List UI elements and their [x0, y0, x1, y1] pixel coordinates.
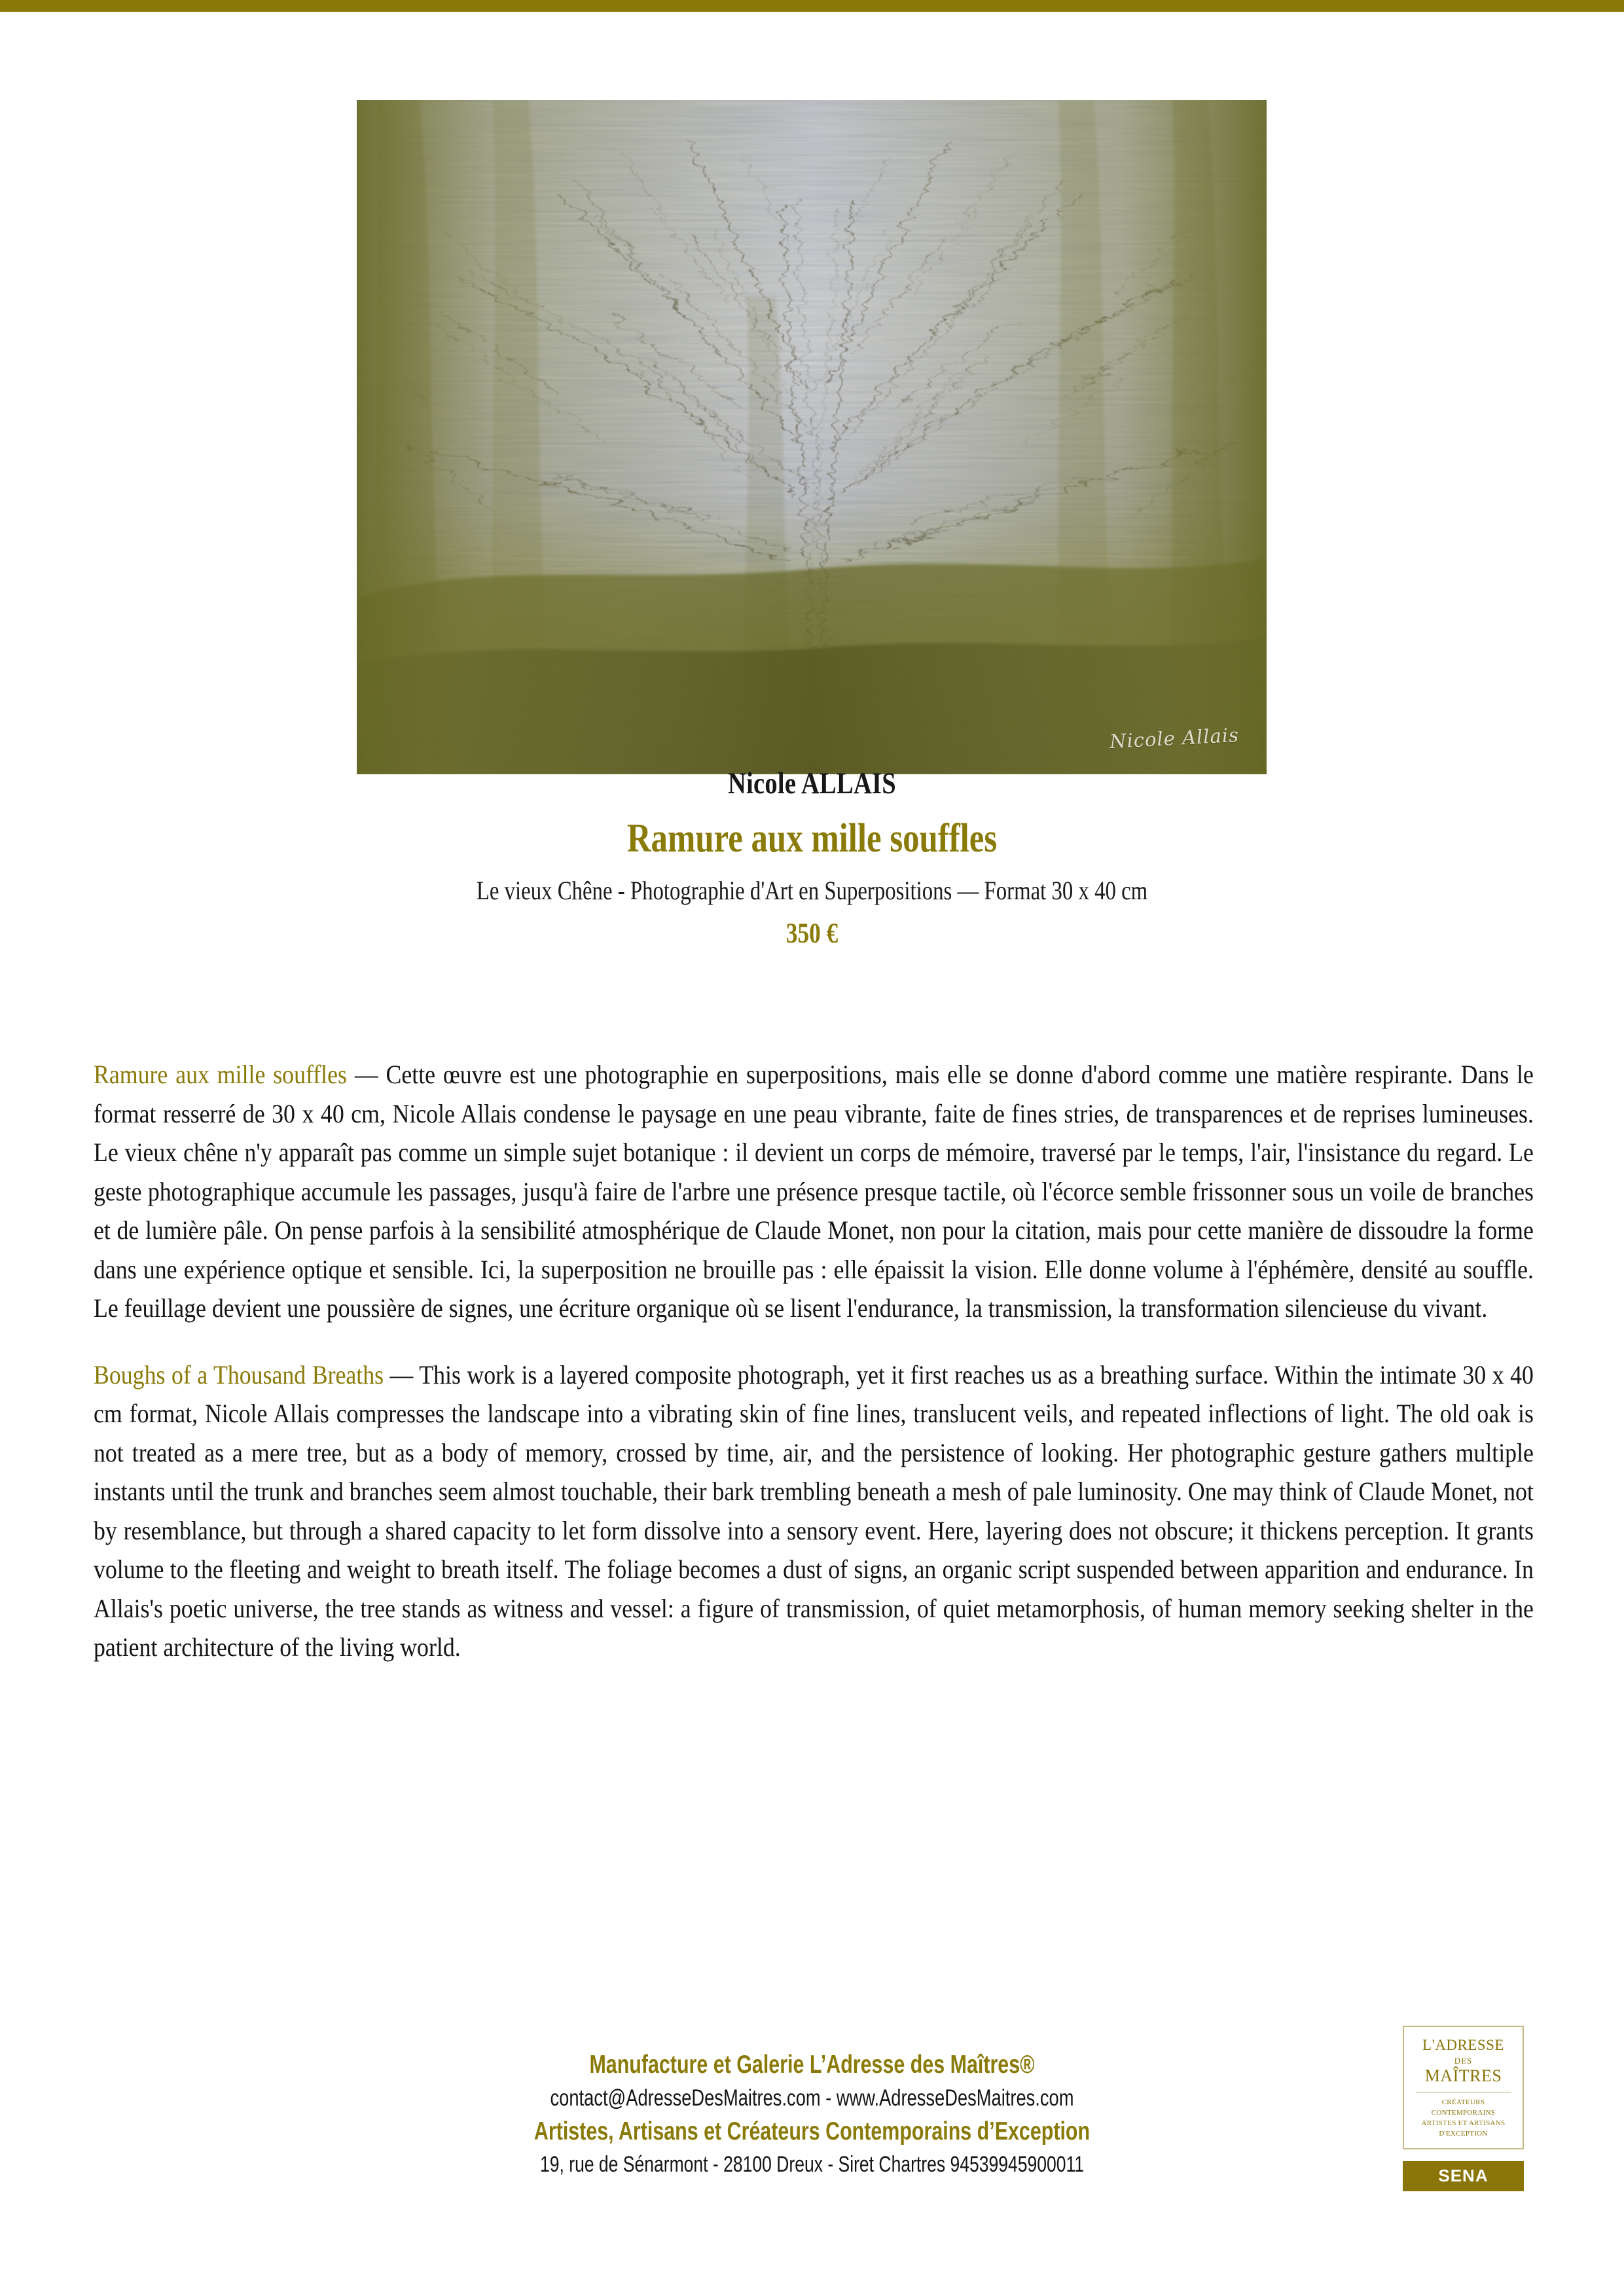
footer — [0, 2051, 1624, 2178]
footer-contact[interactable]: contact@AdresseDesMaitres.com - www.AdresseDesMaitres.com — [550, 2085, 1074, 2111]
description-lead-fr: Ramure aux mille souffles — [94, 1060, 347, 1089]
description-section — [94, 1055, 1534, 1667]
artwork-price: 350 € — [785, 918, 839, 949]
description-dash-en: — — [384, 1359, 420, 1390]
logo-subtitle-line-2: ARTISTES ET ARTISANS — [1421, 2119, 1506, 2127]
artist-name: Nicole ALLAIS — [728, 766, 896, 800]
artwork-image — [357, 100, 1267, 774]
artwork-canvas — [357, 100, 1267, 774]
logo-subtitle-line-3: D'EXCEPTION — [1439, 2129, 1488, 2138]
artwork-subtitle: Le vieux Chêne - Photographie d'Art en Superpositions — Format 30 x 40 cm — [476, 876, 1148, 905]
brand-logo-box — [1403, 2026, 1524, 2149]
description-paragraph-fr — [94, 1055, 1534, 1328]
artist-signature: Nicole Allais — [1109, 723, 1240, 753]
page-title: Ramure aux mille souffles — [626, 816, 998, 861]
description-paragraph-en — [94, 1355, 1534, 1667]
brand-logo-area — [1403, 2026, 1524, 2191]
sena-badge: SENA — [1403, 2161, 1524, 2191]
footer-company-name: Manufacture et Galerie L’Adresse des Maîtres® — [589, 2051, 1035, 2079]
logo-line-des: DES — [1454, 2056, 1473, 2066]
logo-line-maitres: MAÎTRES — [1424, 2066, 1502, 2086]
logo-line-adresse: L'ADRESSE — [1422, 2037, 1504, 2053]
footer-address: 19, rue de Sénarmont - 28100 Dreux - Siret Chartres 94539945900011 — [540, 2152, 1084, 2177]
description-body-fr: Cette œuvre est une photographie en superpositions, mais elle se donne d'abord comme une matière respirante. Dans le format resserré de 30 x 40 cm, Nicole Allais condense le paysage en une peau vibrante, faite de fines stries, de transparences et de reprises lumineuses. Le vieux chêne n'y apparaît pas comme un simple sujet botanique : il devient un corps de mémoire, traversé par le temps, l'air, l'insistance du regard. Le geste photographique accumule les passages, jusqu'à faire de l'arbre une présence presque tactile, où l'écorce semble frissonner sous un voile de branches et de lumière pâle. On pense parfois à la sensibilité atmosphérique de Claude Monet, non pour la citation, mais pour cette manière de dissoudre la forme dans une expérience optique et sensible. Ici, la superposition ne brouille pas : elle épaissit la vision. Elle donne volume à l'éphémère, densité au souffle. Le feuillage devient une poussière de signes, une écriture organique où se lisent l'endurance, la transmission, la transformation silencieuse du vivant. — [94, 1060, 1534, 1323]
logo-subtitle-line-1: CRÉATEURS CONTEMPORAINS — [1431, 2098, 1496, 2117]
description-body-en: This work is a layered composite photograph, yet it first reaches us as a breathing surface. Within the intimate 30 x 40 cm format, Nicole Allais compresses the landscape into a vibrating skin of fine lines, translucent veils, and repeated inflections of light. The old oak is not treated as a mere tree, but as a body of memory, crossed by time, air, and the persistence of looking. Her photographic gesture gathers multiple instants until the trunk and branches seem almost touchable, their bark trembling beneath a mesh of pale luminosity. One may think of Claude Monet, not by resemblance, but through a shared capacity to let form dissolve into a sensory event. Here, layering does not obscure; it thickens perception. It grants volume to the fleeting and weight to breath itself. The foliage becomes a dust of signs, an organic script suspended between apparition and endurance. In Allais's poetic universe, the tree stands as witness and vessel: a figure of transmission, of quiet metamorphosis, of human memory seeking shelter in the patient architecture of the living world. — [94, 1359, 1534, 1662]
footer-tagline: Artistes, Artisans et Créateurs Contemporains d’Exception — [533, 2117, 1091, 2145]
description-dash-fr: — — [346, 1060, 386, 1089]
top-accent-bar — [0, 0, 1624, 12]
description-lead-en: Boughs of a Thousand Breaths — [94, 1359, 384, 1390]
title-block — [0, 766, 1624, 950]
